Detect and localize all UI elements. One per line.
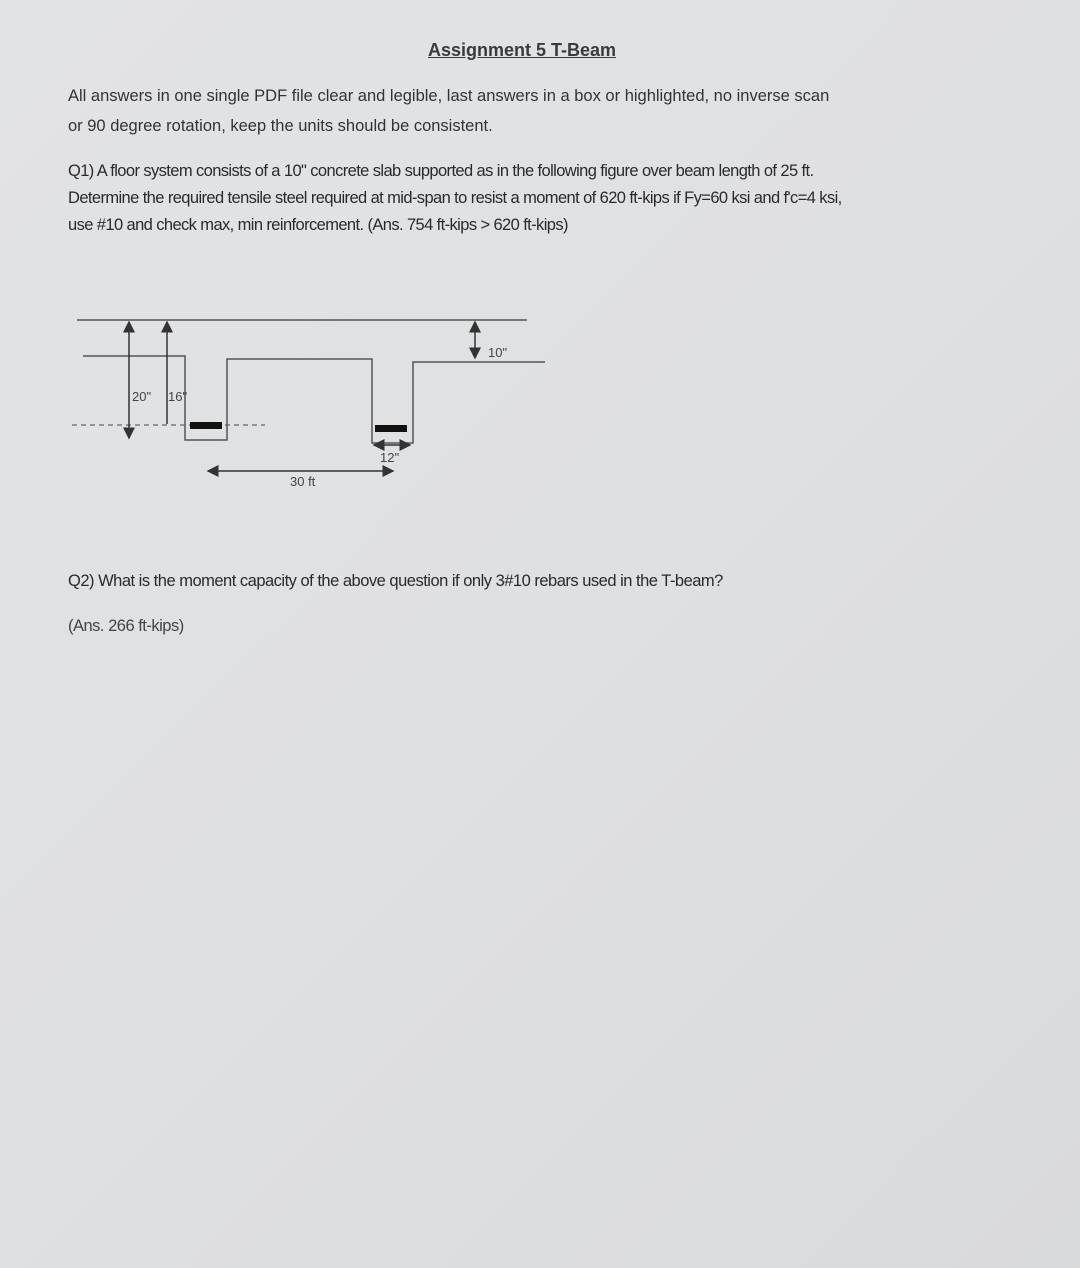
q1-line-3: use #10 and check max, min reinforcement. (Ans. 754 ft-kips > 620 ft-kips): [68, 216, 568, 234]
total-depth-label: 20": [132, 389, 152, 404]
page-title: Assignment 5 T-Beam: [428, 40, 617, 60]
rebar-left: [190, 422, 222, 429]
q1-line-1: Q1) A floor system consists of a 10" concrete slab supported as in the following figure over beam length of 25 ft.: [68, 162, 814, 180]
q2-question: Q2) What is the moment capacity of the above question if only 3#10 rebars used in the T-beam?: [68, 572, 723, 590]
instructions-line-1: All answers in one single PDF file clear and legible, last answers in a box or highlighted, no inverse scan: [68, 87, 830, 105]
rebar-right: [375, 425, 407, 432]
t-beam-figure: [0, 0, 1080, 520]
q2-answer: (Ans. 266 ft-kips): [68, 617, 184, 635]
q1-line-2: Determine the required tensile steel required at mid-span to resist a moment of 620 ft-kips if Fy=60 ksi and f'c=4 ksi,: [68, 189, 842, 207]
slab-thickness-label: 10": [488, 345, 508, 360]
instructions-line-2: or 90 degree rotation, keep the units should be consistent.: [68, 117, 493, 135]
effective-depth-label: 16": [168, 389, 188, 404]
beam-spacing-label: 30 ft: [290, 474, 316, 489]
web-width-label: 12": [380, 450, 400, 465]
